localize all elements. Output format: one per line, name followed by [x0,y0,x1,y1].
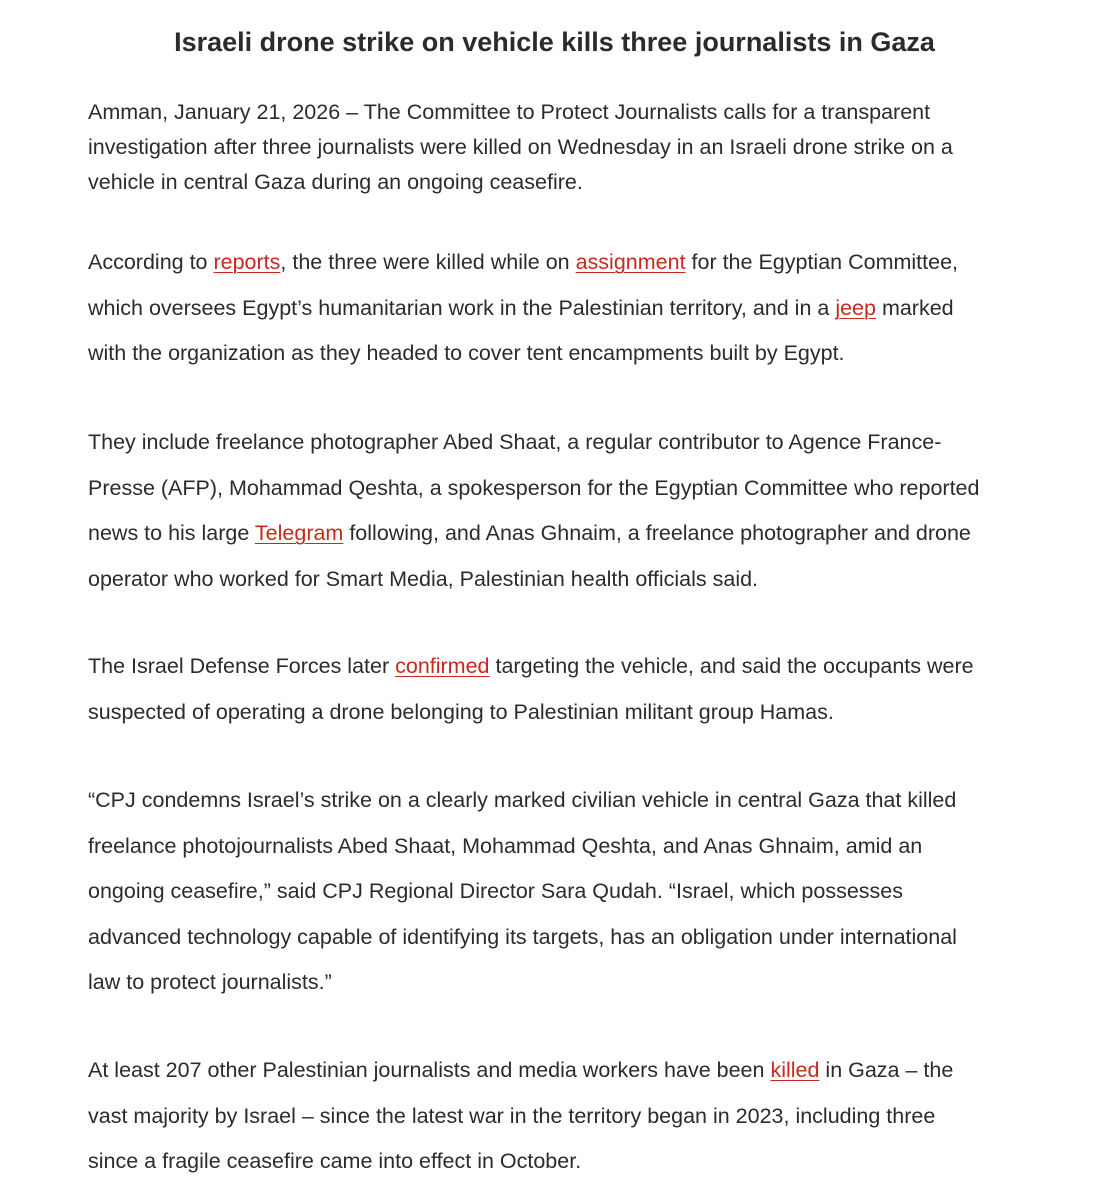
paragraph-line: with the organization as they headed to cover tent encampments built by Egypt. [88,341,845,365]
killed-link[interactable]: killed [770,1058,820,1082]
jeep-link[interactable]: jeep [835,295,876,320]
text-segment: marked [875,295,954,320]
paragraph-line [88,511,1018,557]
telegram-link[interactable]: Telegram [254,521,344,545]
reports-link[interactable]: reports [213,250,281,274]
paragraph-line [88,286,1018,332]
paragraph-line [88,644,1018,690]
paragraph-line: operator who worked for Smart Media, Palestinian health officials said. [88,566,759,591]
paragraph-line: law to protect journalists.” [88,970,332,994]
headline: Israeli drone strike on vehicle kills three journalists in Gaza [174,27,935,57]
paragraph-line: “CPJ condemns Israel’s strike on a clearly marked civilian vehicle in central Gaza that killed [88,788,957,812]
text-segment: following, and Anas Ghnaim, a freelance photographer and drone [343,521,971,545]
text-segment: news to his large [88,521,255,545]
paragraph-line [88,1048,1018,1094]
text-segment: The Israel Defense Forces later [88,654,396,678]
paragraph-line: advanced technology capable of identifying its targets, has an obligation under international [88,924,957,949]
paragraph-line: Presse (AFP), Mohammad Qeshta, a spokesperson for the Egyptian Committee who reported [88,475,980,500]
paragraph-line: vast majority by Israel – since the latest war in the territory began in 2023, including three [88,1103,936,1128]
paragraph-victims [88,420,1018,602]
paragraph-line: vehicle in central Gaza during an ongoing ceasefire. [88,170,583,194]
text-segment: targeting the vehicle, and said the occupants were [489,654,974,678]
paragraph-line [88,240,1018,286]
paragraph-line: They include freelance photographer Abed Shaat, a regular contributor to Agence France- [88,430,942,454]
paragraph-dateline [88,95,1018,200]
paragraph-line: Amman, January 21, 2026 – The Committee to Protect Journalists calls for a transparent [88,100,931,124]
paragraph-line: since a fragile ceasefire came into effect in October. [88,1149,582,1173]
text-segment: At least 207 other Palestinian journalists and media workers have been [88,1058,771,1082]
assignment-link[interactable]: assignment [575,250,686,274]
text-segment: According to [88,250,214,274]
confirmed-link[interactable]: confirmed [395,654,490,678]
paragraph-line: freelance photojournalists Abed Shaat, Mohammad Qeshta, and Anas Ghnaim, amid an [88,833,923,858]
text-segment: in Gaza – the [819,1058,954,1082]
paragraph-idf [88,644,1018,735]
paragraph-line: investigation after three journalists were killed on Wednesday in an Israeli drone strike on a [88,135,953,159]
text-segment: which oversees Egypt’s humanitarian work in the Palestinian territory, and in a [88,295,836,320]
paragraph-line: suspected of operating a drone belonging to Palestinian militant group Hamas. [88,699,834,724]
paragraph-line: ongoing ceasefire,” said CPJ Regional Director Sara Qudah. “Israel, which possesses [88,879,904,903]
text-segment: , the three were killed while on [280,250,576,274]
paragraph-assignment [88,240,1018,377]
paragraph-statistics [88,1048,1018,1185]
text-segment: for the Egyptian Committee, [685,250,959,274]
paragraph-quote [88,778,1018,1006]
